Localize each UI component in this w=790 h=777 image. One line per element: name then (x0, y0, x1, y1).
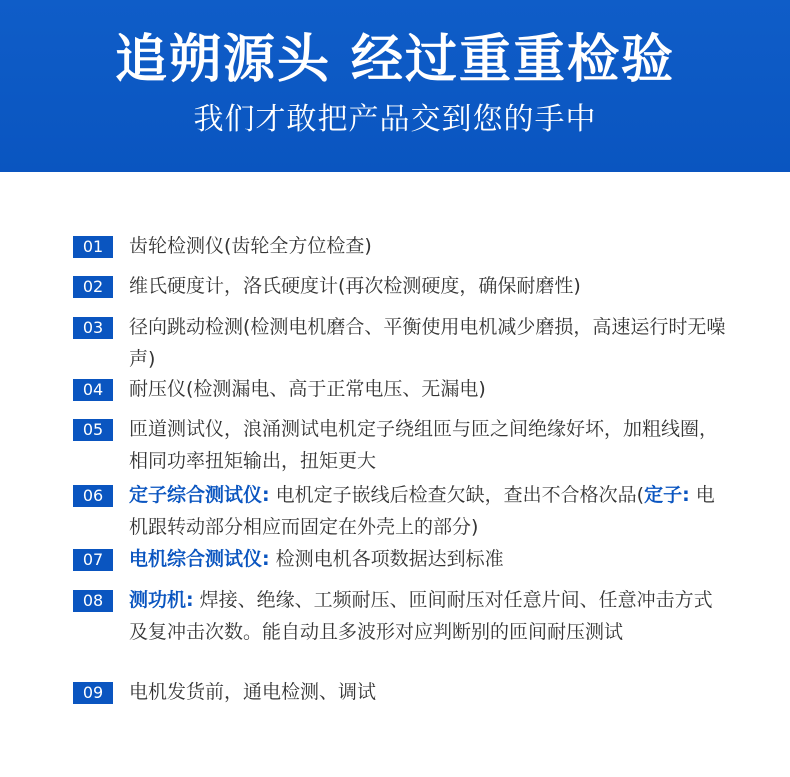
item-text (129, 311, 729, 375)
header-banner (0, 0, 790, 172)
item-text (129, 270, 729, 302)
item-description: 耐压仪(检测漏电、高于正常电压、无漏电) (129, 378, 486, 400)
item-highlight: 电机综合测试仪: (129, 548, 270, 570)
item-number: 06 (73, 485, 113, 507)
item-description: 焊接、绝缘、工频耐压、匝间耐压对任意片间、任意冲击方式及复冲击次数。能自动且多波形对应判断别的匝间耐压测试 (129, 589, 713, 643)
item-text (129, 676, 729, 708)
item-description: 电机定子嵌线后检查欠缺，查出不合格次品( (269, 484, 645, 506)
page-title: 追朔源头 经过重重检验 (114, 30, 676, 90)
item-description: 匝道测试仪，浪涌测试电机定子绕组匝与匝之间绝缘好坏，加粗线圈，相同功率扭矩输出，扭矩更大 (129, 418, 719, 472)
item-description: 检测电机各项数据达到标准 (269, 548, 504, 570)
item-number: 09 (73, 682, 113, 704)
item-number: 01 (73, 236, 113, 258)
page-subtitle: 我们才敢把产品交到您的手中 (193, 102, 597, 137)
item-highlight: 测功机: (129, 589, 194, 611)
item-description-secondary: 电机跟转动部分相应而固定在外壳上的部分) (129, 484, 715, 538)
item-text (129, 584, 729, 648)
item-description: 维氏硬度计，洛氏硬度计(再次检测硬度，确保耐磨性) (129, 275, 581, 297)
item-text (129, 413, 729, 477)
item-number: 04 (73, 379, 113, 401)
item-text (129, 230, 729, 262)
item-highlight-secondary: 定子: (644, 484, 690, 506)
item-description: 径向跳动检测(检测电机磨合、平衡使用电机减少磨损，高速运行时无噪声) (129, 316, 726, 370)
item-number: 07 (73, 549, 113, 571)
item-description: 电机发货前，通电检测、调试 (129, 681, 377, 703)
item-number: 03 (73, 317, 113, 339)
item-number: 02 (73, 276, 113, 298)
item-highlight: 定子综合测试仪: (129, 484, 270, 506)
item-number: 05 (73, 419, 113, 441)
item-number: 08 (73, 590, 113, 612)
item-text (129, 373, 729, 405)
item-text (129, 543, 729, 575)
item-text (129, 479, 729, 543)
item-description: 齿轮检测仪(齿轮全方位检查) (129, 235, 372, 257)
